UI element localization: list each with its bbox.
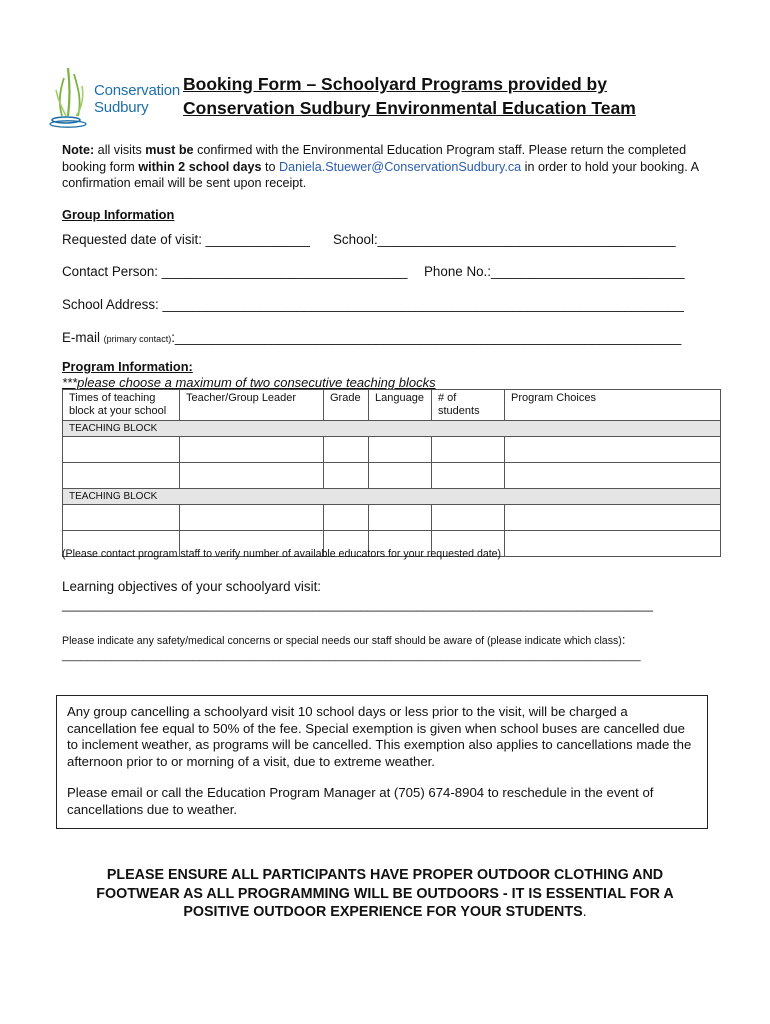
note-bold-2: within 2 school days xyxy=(138,159,262,174)
objectives-label: Learning objectives of your schoolyard visit: xyxy=(62,579,322,594)
page-title xyxy=(183,72,743,120)
school-field[interactable]: School:________________________________________ xyxy=(333,232,676,247)
note-text-1: all visits xyxy=(94,143,146,157)
table-cell[interactable] xyxy=(505,463,721,489)
header-times: Times of teaching block at your school xyxy=(63,390,180,421)
logo-line-2: Sudbury xyxy=(94,99,149,116)
note-text-2: confirmed with the Environmental Education Program staff. Please return the completed booking form xyxy=(62,143,687,174)
table-cell[interactable] xyxy=(324,505,369,531)
program-info-heading: Program Information: xyxy=(62,359,193,374)
school-address-field[interactable]: School Address: ______________________________________________________________________ xyxy=(62,297,684,312)
teaching-block-row xyxy=(63,421,721,437)
reschedule-paragraph: Please email or call the Education Program Manager at (705) 674-8904 to reschedule in the event of cancellations due to weather. xyxy=(67,785,654,817)
teaching-block-label: TEACHING BLOCK xyxy=(63,421,721,437)
table-cell[interactable] xyxy=(369,463,432,489)
note-bold-1: must be xyxy=(145,143,194,157)
table-row[interactable] xyxy=(63,505,721,531)
group-info-heading: Group Information xyxy=(62,207,175,222)
program-table xyxy=(62,389,721,557)
header-students: # of students xyxy=(432,390,505,421)
email-sub-label: (primary contact) xyxy=(103,334,172,344)
logo-line-1: Conservation xyxy=(94,82,180,99)
conservation-sudbury-logo xyxy=(48,60,180,130)
table-cell[interactable] xyxy=(324,463,369,489)
teaching-block-row xyxy=(63,489,721,505)
cancellation-policy-box xyxy=(56,695,708,829)
table-cell[interactable] xyxy=(432,463,505,489)
email-line: :____________________________________________________________________ xyxy=(171,330,682,345)
program-instruction: ***please choose a maximum of two consecutive teaching blocks xyxy=(62,375,436,390)
table-cell[interactable] xyxy=(369,505,432,531)
cancellation-paragraph: Any group cancelling a schoolyard visit 10 school days or less prior to the visit, will be charged a cancellation fee equal to 50% of the fee. Special exemption is given when school buses are cancelled due to inclement weather, as programs will be cancelled. This exemption also applies to cancellations made the afternoon prior to or morning of a visit, due to extreme weather. xyxy=(67,704,692,769)
title-line-2: Conservation Sudbury Environmental Education Team xyxy=(183,98,636,118)
table-row[interactable] xyxy=(63,437,721,463)
email-field[interactable] xyxy=(62,330,681,345)
table-cell[interactable] xyxy=(324,437,369,463)
table-cell[interactable] xyxy=(180,437,324,463)
teaching-block-label: TEACHING BLOCK xyxy=(63,489,721,505)
header-grade: Grade xyxy=(324,390,369,421)
table-cell[interactable] xyxy=(369,437,432,463)
note-paragraph xyxy=(62,142,722,192)
footer-notice xyxy=(70,866,700,922)
table-cell[interactable] xyxy=(432,437,505,463)
email-label: E-mail xyxy=(62,330,104,345)
table-cell[interactable] xyxy=(180,505,324,531)
email-link[interactable]: Daniela.Stuewer@ConservationSudbury.ca xyxy=(279,159,522,174)
cattail-logo-icon xyxy=(48,60,98,130)
table-header-row xyxy=(63,390,721,421)
safety-text: Please indicate any safety/medical concerns or special needs our staff should be aware of (please indicate which class) xyxy=(62,635,622,647)
title-line-1: Booking Form – Schoolyard Programs provided by xyxy=(183,74,607,94)
table-cell[interactable] xyxy=(432,505,505,531)
header-language: Language xyxy=(369,390,432,421)
footer-period: . xyxy=(582,904,587,920)
table-cell[interactable] xyxy=(180,463,324,489)
contact-person-field[interactable]: Contact Person: _________________________________ xyxy=(62,264,408,279)
requested-date-field[interactable]: Requested date of visit: ______________ xyxy=(62,232,310,247)
note-label: Note: xyxy=(62,143,95,157)
table-cell[interactable] xyxy=(63,505,180,531)
safety-line[interactable]: _____________________________________________________________________________________________ xyxy=(62,650,641,662)
table-cell[interactable] xyxy=(505,531,721,557)
note-text-3: to xyxy=(261,159,279,174)
footer-text: PLEASE ENSURE ALL PARTICIPANTS HAVE PROPER OUTDOOR CLOTHING AND FOOTWEAR AS ALL PROGRAMMING WILL BE OUTDOORS - IT IS ESSENTIAL FOR A POSITIVE OUTDOOR EXPERIENCE FOR YOUR STUDENTS xyxy=(96,867,674,920)
phone-field[interactable]: Phone No.:__________________________ xyxy=(424,264,685,279)
table-cell[interactable] xyxy=(63,463,180,489)
note-text-4: in order to hold your booking. A confirmation email will be sent upon receipt. xyxy=(62,159,699,191)
header-teacher: Teacher/Group Leader xyxy=(180,390,324,421)
objectives-line[interactable]: _____________________________________________________________________________________ xyxy=(62,598,653,612)
safety-label xyxy=(62,632,625,647)
header-program-choices: Program Choices xyxy=(505,390,721,421)
table-row[interactable] xyxy=(63,463,721,489)
table-cell[interactable] xyxy=(505,437,721,463)
safety-colon: : xyxy=(621,632,626,647)
table-cell[interactable] xyxy=(505,505,721,531)
table-cell[interactable] xyxy=(63,437,180,463)
table-footnote: (Please contact program staff to verify number of available educators for your requested date) xyxy=(62,548,502,560)
